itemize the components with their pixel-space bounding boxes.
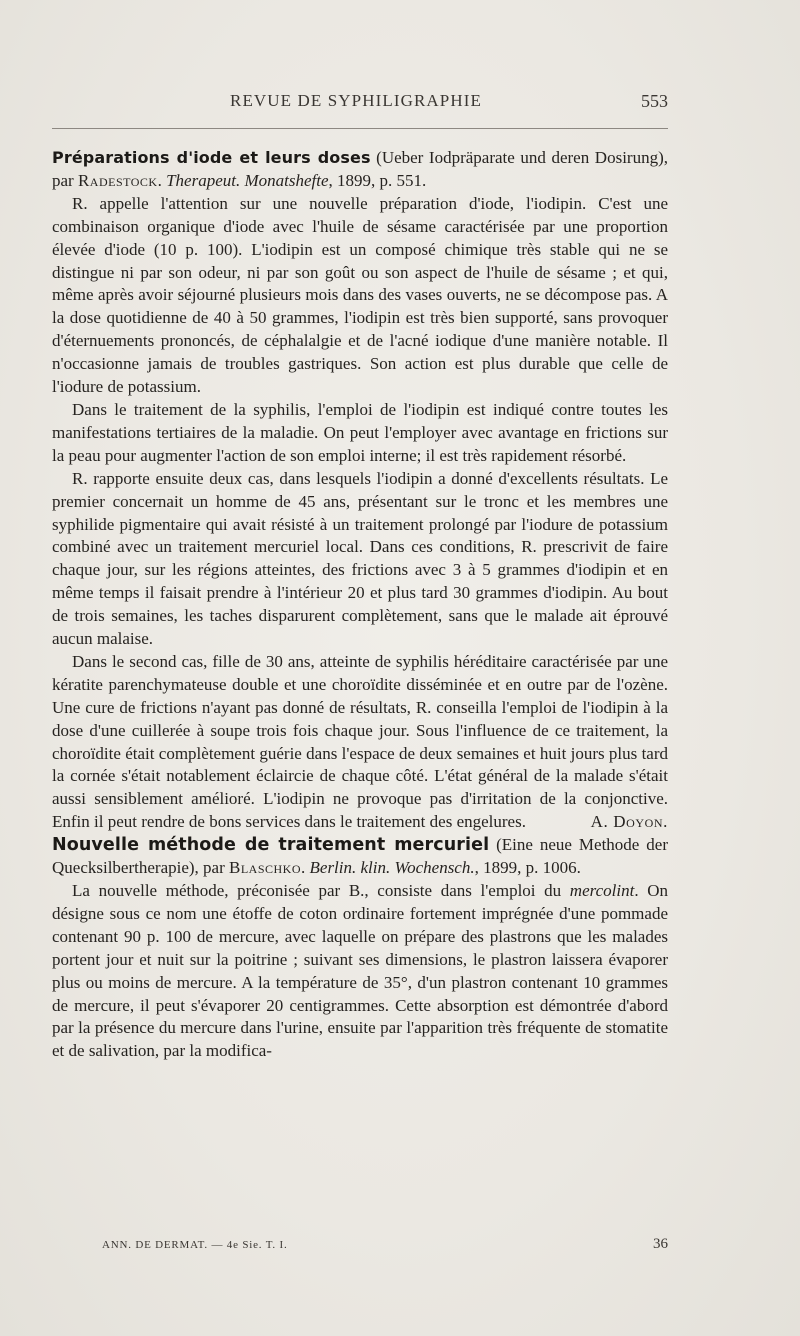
page-number: 553 [641, 91, 668, 111]
header-rule [52, 128, 668, 129]
original-title: (Eine neue Methode der Quecksilbertherapie), par [52, 835, 668, 878]
paragraph: Dans le traitement de la syphilis, l'emploi de l'iodipin est indiqué contre toutes les manifestations tertiaires de la maladie. On peut l'employer avec avantage en frictions sur la peau pour augmenter l'action de son emploi interne; il est très rapidement résorbé. [52, 399, 668, 465]
footer-note: ANN. DE DERMAT. — 4e Sie. T. I. [102, 1239, 288, 1251]
signature-number: 36 [653, 1236, 668, 1252]
citation-details: , 1899, p. 1006. [474, 858, 581, 878]
body-text [52, 147, 668, 1063]
author-name: Radestock [77, 170, 158, 190]
italic-term: mercolint [569, 881, 635, 900]
journal-name: Therapeut. Monatshefte [166, 170, 329, 190]
paragraph: La nouvelle méthode, préconisée par B., consiste dans l'emploi du mercolint. On désigne sous ce nom une étoffe de coton ordinaire fortement imprégnée d'une pommade contenant 90 p. 100 de mercure, avec laquelle on prépare des plastrons que les malades portent jour et nuit sur la poitrine ; suivant ses dimensions, le plastron laissera évaporer plus ou moins de mercure. A la température de 35°, d'un plastron contenant 10 grammes de mercure, il peut s'évaporer 20 centigrammes. Cette absorption est démontrée d'abord par la présence du mercure dans l'urine, ensuite par l'apparition très fréquente de stomatite et de salivation, par la modifica- [52, 881, 668, 1061]
original-title: (Ueber Iodpräparate und deren Dosirung), par [52, 148, 668, 190]
article-title: Nouvelle méthode de traitement mercuriel [52, 835, 490, 856]
article-title: Préparations d'iode et leurs doses [52, 148, 371, 167]
page-header [52, 91, 668, 115]
article-heading-iode: Préparations d'iode et leurs doses (Ueber Iodpräparate und deren Dosirung), par Radestock. Therapeut. Monatshefte, 1899, p. 551. [52, 148, 668, 190]
running-title: REVUE DE SYPHILIGRAPHIE [230, 91, 482, 110]
journal-name: Berlin. klin. Wochensch. [309, 858, 475, 878]
citation-details: , 1899, p. 551. [328, 170, 427, 190]
paragraph: R. rapporte ensuite deux cas, dans lesquels l'iodipin a donné d'excellents résultats. Le premier concernait un homme de 45 ans, présentant sur le tronc et les membres une syphilide pigmentaire qui avait résisté à un traitement prolongé par l'iodure de potassium combiné avec un traitement mercuriel local. Dans ces conditions, R. prescrivit de faire chaque jour, sur les régions atteintes, des frictions avec 3 à 5 grammes d'iodipin et en même temps il faisait prendre à l'intérieur 20 et plus tard 30 grammes d'iodipin. Au bout de trois semaines, les taches disparurent complètement, sans que le malade ait éprouvé aucun malaise. [52, 468, 668, 649]
paragraph: R. appelle l'attention sur une nouvelle préparation d'iode, l'iodipin. C'est une combinaison organique d'iode avec l'huile de sésame caractérisée par une proportion élevée d'iode (10 p. 100). L'iodipin est un composé chimique très stable qui ne se distingue ni par son odeur, ni par son goût ou son aspect de l'huile de sésame ; et qui, même après avoir séjourné plusieurs mois dans des vases ouverts, ne se décompose pas. A la dose quotidienne de 40 à 50 grammes, l'iodipin est très bien supporté, sans provoquer d'éternuements prononcés, de céphalalgie et de l'acné iodique d'une manière notable. Il n'occasionne jamais de troubles gastriques. Son action est plus durable que celle de l'iodure de potassium. [52, 193, 668, 397]
signature: A. Doyon. [590, 812, 668, 832]
article-heading-mercuriel: Nouvelle méthode de traitement mercuriel (Eine neue Methode der Quecksilbertherapie), par Blaschko. Berlin. klin. Wochensch., 1899, p. 1006. [52, 835, 668, 878]
paragraph: Dans le second cas, fille de 30 ans, atteinte de syphilis héréditaire caractérisée par une kératite parenchymateuse double et une choroïdite disséminée et en outre par de l'ozène. Une cure de frictions n'ayant pas donné de résultats, R. conseilla l'emploi de l'iodipin à la dose d'une cuillerée à soupe trois fois chaque jour. Sous l'influence de ce traitement, la choroïdite était complètement guérie dans l'espace de deux semaines et huit jours plus tard la cornée s'était notablement éclaircie de chaque côté. L'état général de la malade s'était aussi sensiblement amélioré. L'iodipin ne provoque pas d'irritation de la conjonctive. Enfin il peut rendre de bons services dans le traitement des engelures. A. Doyon. [52, 651, 668, 834]
page-footer [102, 1236, 668, 1256]
author-name: Blaschko [229, 858, 302, 878]
